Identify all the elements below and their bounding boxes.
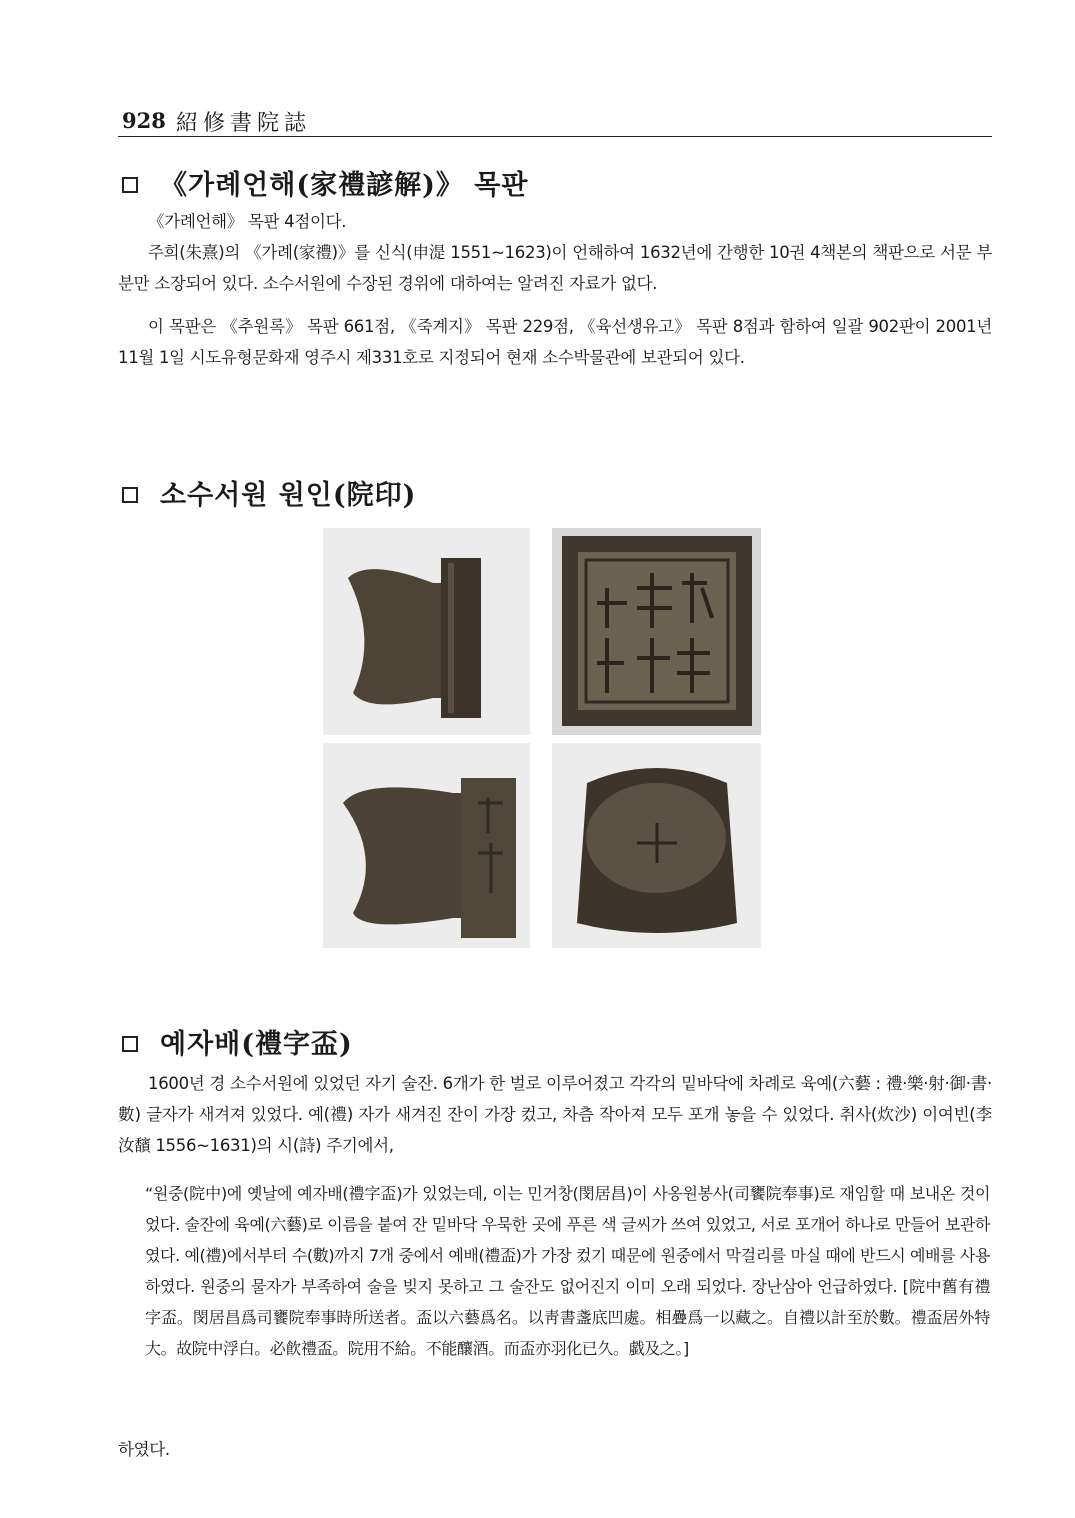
paragraph: 주희(朱熹)의 《가례(家禮)》를 신식(申湜 1551~1623)이 언해하여 1632년에 간행한 10권 4책본의 책판으로 서문 부분만 소장되어 있다. 소수서원에 수장된 경위에 대하여는 알려진 자료가 없다. (118, 243, 992, 293)
section-heading-seal (122, 473, 416, 512)
page-number: 928 (122, 108, 166, 133)
block-quote: “원중(院中)에 옛날에 예자배(禮字盃)가 있었는데, 이는 민거창(閔居昌)이 사옹원봉사(司饔院奉事)로 재임할 때 보내온 것이었다. 술잔에 육예(六藝)로 이름을 붙여 잔 밑바닥 우묵한 곳에 푸른 색 글씨가 쓰여 있었고, 서로 포개어 하나로 만들어 보관하였다. 예(禮)에서부터 수(數)까지 7개 중에서 예배(禮盃)가 가장 컸기 때문에 원중에서 막걸리를 마실 때에 반드시 예배를 사용하였다. 원중의 물자가 부족하여 술을 빚지 못하고 그 술잔도 없어진지 이미 오래 되었다. 장난삼아 언급하였다. [院中舊有禮字盃。閔居昌爲司饔院奉事時所送者。盃以六藝爲名。以靑書盞底凹處。相疊爲一以藏之。自禮以計至於數。禮盃居外特大。故院中浮白。必飮禮盃。院用不給。不能釀酒。而盃亦羽化已久。戱及之。] (145, 1184, 990, 1358)
paragraph: 1600년 경 소수서원에 있었던 자기 술잔. 6개가 한 벌로 이루어졌고 각각의 밑바닥에 차례로 육예(六藝 : 禮·樂·射·御·書·數) 글자가 새겨져 있었다. 예(禮) 자가 새겨진 잔이 가장 컸고, 차츰 작아져 모두 포개 놓을 수 있었다. 취사(炊沙) 이여빈(李汝馪 1556~1631)의 시(詩) 주기에서, (118, 1074, 992, 1155)
square-bullet-icon (122, 1036, 138, 1052)
section-heading-yejabae (122, 1022, 353, 1061)
closing-text: 하였다. (118, 1440, 170, 1459)
section-heading-text: 《가례언해(家禮諺解)》 목판 (160, 170, 529, 201)
section-heading-text: 소수서원 원인(院印) (160, 480, 417, 511)
seal-top-photo (552, 743, 761, 948)
seal-side-photo (323, 528, 530, 735)
section-heading-text: 예자배(禮字盃) (160, 1029, 353, 1060)
seal-angle-photo (323, 743, 530, 948)
paragraph: 이 목판은 《추원록》 목판 661점, 《죽계지》 목판 229점, 《육선생유고》 목판 8점과 함하여 일괄 902판이 2001년 11월 1일 시도유형문화재 영주시 제331호로 지정되어 현재 소수박물관에 보관되어 있다. (118, 317, 992, 367)
seal-face-photo (552, 528, 761, 735)
square-bullet-icon (122, 177, 138, 193)
book-title: 紹修書院誌 (176, 111, 312, 136)
section-heading-garye-eonhae (122, 163, 528, 202)
square-bullet-icon (122, 487, 138, 503)
page-header (118, 100, 992, 137)
paragraph: 《가례언해》 목판 4점이다. (148, 212, 347, 231)
